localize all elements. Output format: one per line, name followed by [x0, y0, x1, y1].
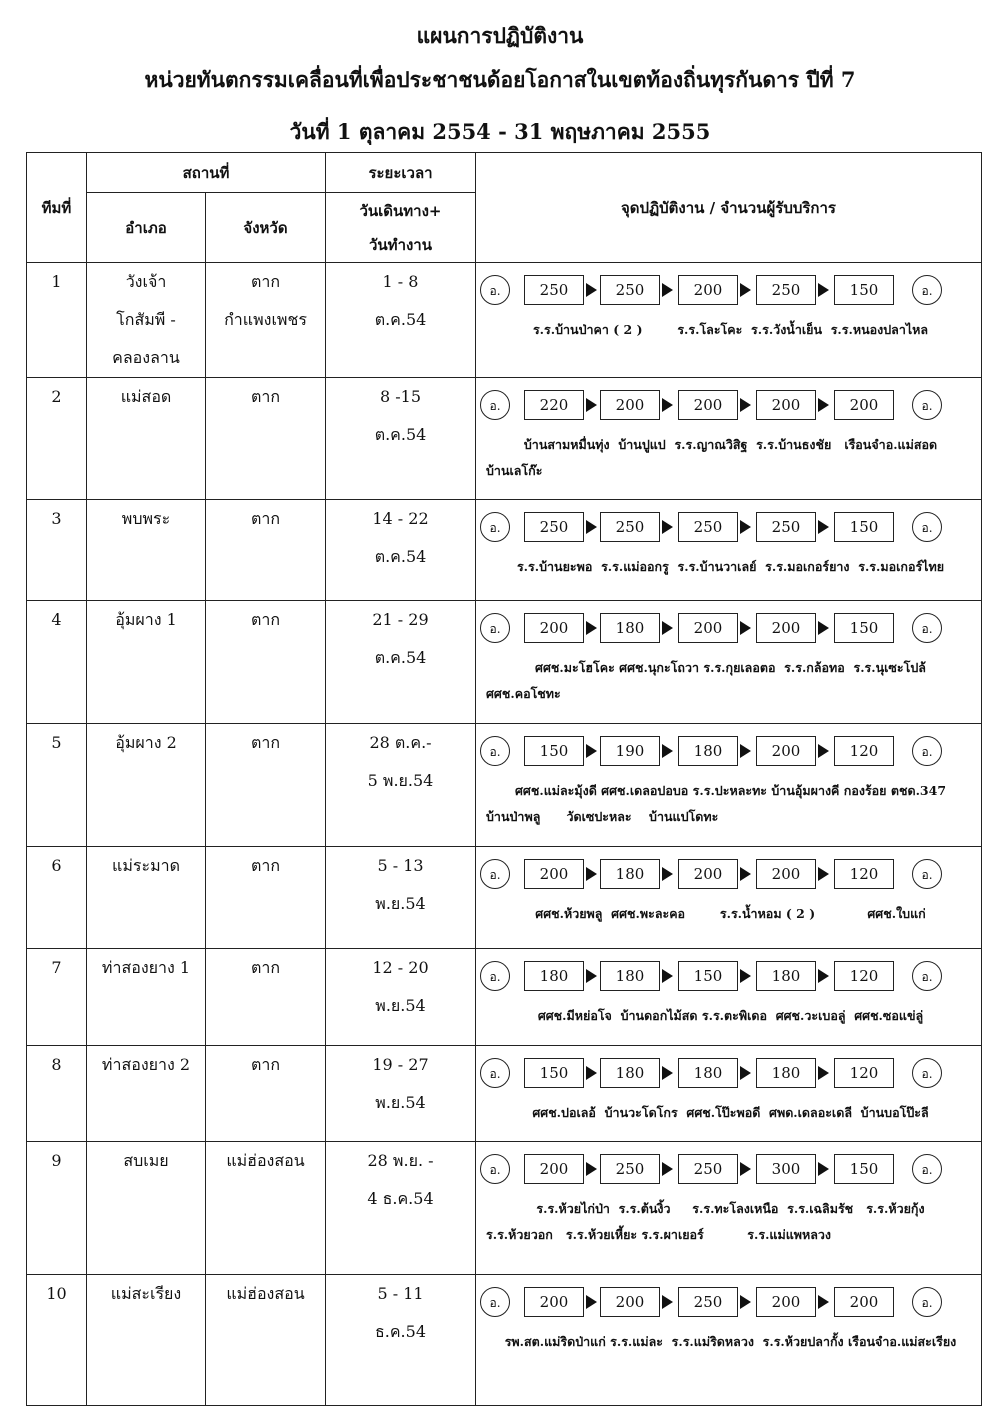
patient-count-box: 300 — [756, 1154, 816, 1184]
patient-count-box: 200 — [524, 1287, 584, 1317]
province-cell — [206, 601, 326, 724]
patient-count-box: 150 — [524, 736, 584, 766]
province-cell — [206, 1275, 326, 1406]
patient-count-box: 200 — [524, 613, 584, 643]
route-flow — [480, 1148, 952, 1192]
province-cell-line: ตาก — [250, 958, 281, 977]
arrow-right-icon — [662, 283, 673, 297]
patient-count-box: 250 — [600, 512, 660, 542]
route-cell — [476, 724, 982, 847]
header-district: อำเภอ — [87, 193, 206, 263]
patient-count-box: 200 — [834, 1287, 894, 1317]
start-circle: อ. — [480, 1058, 510, 1088]
arrow-right-icon — [586, 1295, 597, 1309]
patient-count-box: 200 — [756, 859, 816, 889]
site-line: บ้านสามหมื่นทุ่ง บ้านปูแป ร.ร.ญาณวิสิฐ ร.ร.บ้านธงชัย เรือนจำอ.แม่สอด — [523, 437, 938, 452]
arrow-right-icon — [586, 398, 597, 412]
site-line: ศศช.ห้วยพลู ศศช.พะละคอ ร.ร.น้ำหอม ( 2 ) ศศช.ใบแก่ — [535, 906, 926, 921]
patient-count-box: 200 — [756, 1287, 816, 1317]
plan-table — [26, 152, 982, 1406]
period-cell-line: 1 - 8 — [382, 272, 419, 291]
arrow-right-icon — [662, 969, 673, 983]
district-cell — [87, 1046, 206, 1142]
end-circle: อ. — [912, 1058, 942, 1088]
period-cell-line: ต.ค.54 — [374, 310, 427, 329]
province-cell — [206, 378, 326, 500]
district-cell-line: ท่าสองยาง 1 — [101, 958, 191, 977]
route-cell — [476, 263, 982, 378]
period-cell — [326, 500, 476, 601]
team-number: 7 — [27, 949, 87, 1046]
district-cell — [87, 949, 206, 1046]
arrow-right-icon — [818, 867, 829, 881]
table-row — [27, 847, 982, 949]
table-row — [27, 378, 982, 500]
period-cell-line: 28 ต.ค.- — [369, 733, 432, 752]
period-cell — [326, 724, 476, 847]
period-cell-line: 12 - 20 — [372, 958, 429, 977]
team-number: 2 — [27, 378, 87, 500]
patient-count-box: 200 — [600, 390, 660, 420]
route-flow — [480, 384, 952, 428]
patient-count-box: 200 — [756, 613, 816, 643]
page-title: แผนการปฏิบัติงาน — [416, 23, 584, 48]
district-cell-line: วังเจ้า — [125, 272, 167, 291]
team-number: 10 — [27, 1275, 87, 1406]
arrow-right-icon — [586, 283, 597, 297]
period-cell-line: 8 -15 — [379, 387, 422, 406]
team-number: 4 — [27, 601, 87, 724]
header-travel — [326, 193, 476, 263]
patient-count-box: 120 — [834, 1058, 894, 1088]
site-names — [486, 655, 975, 707]
arrow-right-icon — [662, 1162, 673, 1176]
arrow-right-icon — [662, 520, 673, 534]
arrow-right-icon — [662, 398, 673, 412]
site-line: รพ.สต.แม่ริดป่าแก่ ร.ร.แม่ละ ร.ร.แม่ริดหลวง ร.ร.ห้วยปลากั้ง เรือนจำอ.แม่สะเรียง — [504, 1334, 957, 1349]
table-row — [27, 1142, 982, 1275]
district-cell-line: อุ้มผาง 2 — [115, 733, 177, 752]
end-circle: อ. — [912, 390, 942, 420]
route-flow — [480, 853, 952, 897]
patient-count-box: 150 — [834, 613, 894, 643]
province-cell — [206, 263, 326, 378]
arrow-right-icon — [818, 1066, 829, 1080]
patient-count-box: 180 — [600, 613, 660, 643]
district-cell — [87, 378, 206, 500]
route-flow — [480, 1281, 952, 1325]
patient-count-box: 180 — [600, 961, 660, 991]
start-circle: อ. — [480, 512, 510, 542]
end-circle: อ. — [912, 275, 942, 305]
team-number: 3 — [27, 500, 87, 601]
period-cell-line: ธ.ค.54 — [375, 1322, 426, 1341]
arrow-right-icon — [740, 969, 751, 983]
district-cell-line: โกสัมพี - — [116, 310, 176, 329]
province-cell — [206, 1046, 326, 1142]
province-cell — [206, 1142, 326, 1275]
district-cell-line: แม่สะเรียง — [110, 1284, 182, 1303]
arrow-right-icon — [586, 621, 597, 635]
site-names — [486, 554, 975, 580]
route-flow — [480, 269, 952, 313]
patient-count-box: 120 — [834, 961, 894, 991]
arrow-right-icon — [740, 1295, 751, 1309]
district-cell — [87, 724, 206, 847]
plan-body — [27, 263, 982, 1406]
route-cell — [476, 949, 982, 1046]
arrow-right-icon — [586, 1162, 597, 1176]
arrow-right-icon — [662, 744, 673, 758]
arrow-right-icon — [740, 520, 751, 534]
patient-count-box: 180 — [600, 1058, 660, 1088]
patient-count-box: 250 — [524, 512, 584, 542]
province-cell — [206, 724, 326, 847]
arrow-right-icon — [818, 1162, 829, 1176]
district-cell-line: แม่สอด — [120, 387, 172, 406]
province-cell-line: ตาก — [250, 272, 281, 291]
district-cell-line: แม่ระมาด — [112, 856, 180, 875]
period-cell — [326, 263, 476, 378]
end-circle: อ. — [912, 1154, 942, 1184]
period-cell — [326, 847, 476, 949]
arrow-right-icon — [740, 1162, 751, 1176]
patient-count-box: 250 — [600, 1154, 660, 1184]
period-cell-line: พ.ย.54 — [375, 894, 426, 913]
district-cell-line: พบพระ — [121, 509, 171, 528]
patient-count-box: 150 — [834, 1154, 894, 1184]
route-cell — [476, 847, 982, 949]
patient-count-box: 120 — [834, 859, 894, 889]
period-cell — [326, 378, 476, 500]
patient-count-box: 200 — [756, 390, 816, 420]
arrow-right-icon — [818, 398, 829, 412]
arrow-right-icon — [818, 283, 829, 297]
site-line: ร.ร.บ้านยะพอ ร.ร.แม่ออกรู ร.ร.บ้านวาเลย์ ร.ร.มอเกอร์ยาง ร.ร.มอเกอร์ไทย — [516, 559, 945, 574]
header-travel-line1: วันเดินทาง+ — [359, 201, 442, 220]
patient-count-box: 190 — [600, 736, 660, 766]
page-subtitle: หน่วยทันตกรรมเคลื่อนที่เพื่อประชาชนด้อยโอกาสในเขตท้องถิ่นทุรกันดาร ปีที่ 7 — [144, 67, 856, 92]
arrow-right-icon — [740, 1066, 751, 1080]
district-cell — [87, 263, 206, 378]
patient-count-box: 250 — [678, 512, 738, 542]
site-line: บ้านป่าพลู วัดเซปะหละ บ้านแปโดทะ — [486, 809, 719, 824]
start-circle: อ. — [480, 736, 510, 766]
route-cell — [476, 1046, 982, 1142]
header-points: จุดปฏิบัติงาน / จำนวนผู้รับบริการ — [476, 153, 982, 263]
period-cell-line: 19 - 27 — [372, 1055, 429, 1074]
patient-count-box: 200 — [834, 390, 894, 420]
route-flow — [480, 607, 952, 651]
table-row — [27, 500, 982, 601]
site-names — [486, 1196, 975, 1248]
route-flow — [480, 730, 952, 774]
district-cell-line: อุ้มผาง 1 — [115, 610, 177, 629]
start-circle: อ. — [480, 390, 510, 420]
team-number: 8 — [27, 1046, 87, 1142]
site-names — [486, 1329, 975, 1355]
route-flow — [480, 506, 952, 550]
patient-count-box: 200 — [678, 275, 738, 305]
arrow-right-icon — [586, 520, 597, 534]
route-flow — [480, 955, 952, 999]
header-team: ทีมที่ — [27, 153, 87, 263]
table-row — [27, 263, 982, 378]
site-line: ศศช.ปอเลอ้ บ้านวะโดโกร ศศช.โป๊ะพอดี ศพด.เดลอะเดลี บ้านบอโป๊ะลี — [532, 1105, 929, 1120]
site-names — [486, 901, 975, 927]
team-number: 5 — [27, 724, 87, 847]
route-cell — [476, 378, 982, 500]
period-cell-line: ต.ค.54 — [374, 648, 427, 667]
site-line: ร.ร.ห้วยไก่ป่า ร.ร.ต้นงิ้ว ร.ร.ทะโลงเหนือ ร.ร.เฉลิมรัช ร.ร.ห้วยกุ้ง — [536, 1201, 925, 1216]
arrow-right-icon — [818, 1295, 829, 1309]
patient-count-box: 150 — [834, 275, 894, 305]
province-cell — [206, 847, 326, 949]
district-cell — [87, 500, 206, 601]
arrow-right-icon — [662, 1066, 673, 1080]
district-cell-line: สบเมย — [123, 1151, 169, 1170]
patient-count-box: 250 — [524, 275, 584, 305]
end-circle: อ. — [912, 1287, 942, 1317]
arrow-right-icon — [586, 969, 597, 983]
period-cell-line: 4 ธ.ค.54 — [367, 1189, 434, 1208]
patient-count-box: 120 — [834, 736, 894, 766]
patient-count-box: 150 — [834, 512, 894, 542]
site-line: ศศช.แม่ละมุ้งดี ศศช.เดลอปอบอ ร.ร.ปะหละทะ บ้านอุ้มผางคี กองร้อย ตชด.347 — [514, 783, 947, 798]
patient-count-box: 150 — [678, 961, 738, 991]
patient-count-box: 250 — [756, 275, 816, 305]
patient-count-box: 200 — [678, 613, 738, 643]
table-row — [27, 1275, 982, 1406]
patient-count-box: 200 — [600, 1287, 660, 1317]
site-line: ศศช.มะโฮโคะ ศศช.นุกะโถวา ร.ร.กุยเลอตอ ร.ร.กล้อทอ ร.ร.นุเซะโปล้ — [535, 660, 926, 675]
arrow-right-icon — [586, 744, 597, 758]
patient-count-box: 200 — [756, 736, 816, 766]
district-cell — [87, 601, 206, 724]
route-cell — [476, 1142, 982, 1275]
arrow-right-icon — [740, 283, 751, 297]
period-cell-line: พ.ย.54 — [375, 1093, 426, 1112]
start-circle: อ. — [480, 275, 510, 305]
end-circle: อ. — [912, 512, 942, 542]
arrow-right-icon — [740, 867, 751, 881]
patient-count-box: 250 — [600, 275, 660, 305]
site-names — [486, 778, 975, 830]
district-cell — [87, 847, 206, 949]
start-circle: อ. — [480, 613, 510, 643]
province-cell-line: ตาก — [250, 509, 281, 528]
table-row — [27, 949, 982, 1046]
site-names — [486, 317, 975, 343]
arrow-right-icon — [662, 867, 673, 881]
header-travel-line2: วันทำงาน — [369, 235, 432, 254]
table-row — [27, 1046, 982, 1142]
arrow-right-icon — [586, 1066, 597, 1080]
site-line: ร.ร.บ้านป่าคา ( 2 ) ร.ร.โละโคะ ร.ร.วังน้ำเย็น ร.ร.หนองปลาไหล — [532, 322, 929, 337]
site-names — [486, 1003, 975, 1029]
province-cell — [206, 949, 326, 1046]
arrow-right-icon — [662, 1295, 673, 1309]
period-cell — [326, 1275, 476, 1406]
patient-count-box: 220 — [524, 390, 584, 420]
team-number: 1 — [27, 263, 87, 378]
site-line: ร.ร.ห้วยวอก ร.ร.ห้วยเหี้ยะ ร.ร.ผาเยอร์ ร.ร.แม่แพหลวง — [486, 1227, 832, 1242]
period-cell-line: 5 - 13 — [377, 856, 424, 875]
end-circle: อ. — [912, 736, 942, 766]
header-period: ระยะเวลา — [326, 153, 476, 193]
patient-count-box: 180 — [678, 736, 738, 766]
route-cell — [476, 601, 982, 724]
period-cell — [326, 1142, 476, 1275]
period-cell — [326, 1046, 476, 1142]
site-names — [486, 432, 975, 484]
route-cell — [476, 500, 982, 601]
patient-count-box: 180 — [600, 859, 660, 889]
district-cell — [87, 1142, 206, 1275]
team-number: 9 — [27, 1142, 87, 1275]
arrow-right-icon — [740, 744, 751, 758]
patient-count-box: 180 — [678, 1058, 738, 1088]
arrow-right-icon — [818, 621, 829, 635]
arrow-right-icon — [740, 621, 751, 635]
start-circle: อ. — [480, 1287, 510, 1317]
district-cell — [87, 1275, 206, 1406]
arrow-right-icon — [740, 398, 751, 412]
patient-count-box: 180 — [756, 961, 816, 991]
site-line: ศศช.คอโชทะ — [486, 686, 561, 701]
province-cell-line: ตาก — [250, 1055, 281, 1074]
site-line: ศศช.มีหย่อโจ บ้านดอกไม้สด ร.ร.ตะพิเดอ ศศช.วะเบอลู่ ศศช.ซอแข่ลู่ — [537, 1008, 924, 1023]
province-cell-line: ตาก — [250, 733, 281, 752]
province-cell-line: ตาก — [250, 856, 281, 875]
province-cell-line: กำแพงเพชร — [224, 310, 307, 329]
patient-count-box: 200 — [524, 1154, 584, 1184]
period-cell — [326, 601, 476, 724]
site-line: บ้านเลโก๊ะ — [486, 463, 543, 478]
province-cell-line: ตาก — [250, 610, 281, 629]
district-cell-line: ท่าสองยาง 2 — [101, 1055, 191, 1074]
patient-count-box: 200 — [678, 859, 738, 889]
period-cell-line: 5 พ.ย.54 — [367, 771, 434, 790]
patient-count-box: 180 — [524, 961, 584, 991]
period-cell-line: 21 - 29 — [372, 610, 429, 629]
arrow-right-icon — [818, 520, 829, 534]
header-place: สถานที่ — [87, 153, 326, 193]
province-cell — [206, 500, 326, 601]
period-cell-line: ต.ค.54 — [374, 425, 427, 444]
patient-count-box: 250 — [678, 1154, 738, 1184]
team-number: 6 — [27, 847, 87, 949]
province-cell-line: ตาก — [250, 387, 281, 406]
patient-count-box: 180 — [756, 1058, 816, 1088]
province-cell-line: แม่ฮ่องสอน — [226, 1151, 305, 1170]
route-flow — [480, 1052, 952, 1096]
date-range: วันที่ 1 ตุลาคม 2554 - 31 พฤษภาคม 2555 — [289, 119, 711, 144]
patient-count-box: 150 — [524, 1058, 584, 1088]
period-cell-line: 5 - 11 — [377, 1284, 424, 1303]
district-cell-line: คลองลาน — [112, 348, 180, 367]
header-province: จังหวัด — [206, 193, 326, 263]
patient-count-box: 250 — [678, 1287, 738, 1317]
period-cell-line: 14 - 22 — [372, 509, 429, 528]
arrow-right-icon — [586, 867, 597, 881]
arrow-right-icon — [662, 621, 673, 635]
route-cell — [476, 1275, 982, 1406]
arrow-right-icon — [818, 969, 829, 983]
end-circle: อ. — [912, 961, 942, 991]
start-circle: อ. — [480, 859, 510, 889]
end-circle: อ. — [912, 859, 942, 889]
province-cell-line: แม่ฮ่องสอน — [226, 1284, 305, 1303]
period-cell-line: พ.ย.54 — [375, 996, 426, 1015]
start-circle: อ. — [480, 1154, 510, 1184]
table-row — [27, 724, 982, 847]
period-cell-line: 28 พ.ย. - — [367, 1151, 434, 1170]
period-cell-line: ต.ค.54 — [374, 547, 427, 566]
site-names — [486, 1100, 975, 1126]
start-circle: อ. — [480, 961, 510, 991]
table-row — [27, 601, 982, 724]
arrow-right-icon — [818, 744, 829, 758]
patient-count-box: 200 — [524, 859, 584, 889]
end-circle: อ. — [912, 613, 942, 643]
patient-count-box: 200 — [678, 390, 738, 420]
patient-count-box: 250 — [756, 512, 816, 542]
period-cell — [326, 949, 476, 1046]
